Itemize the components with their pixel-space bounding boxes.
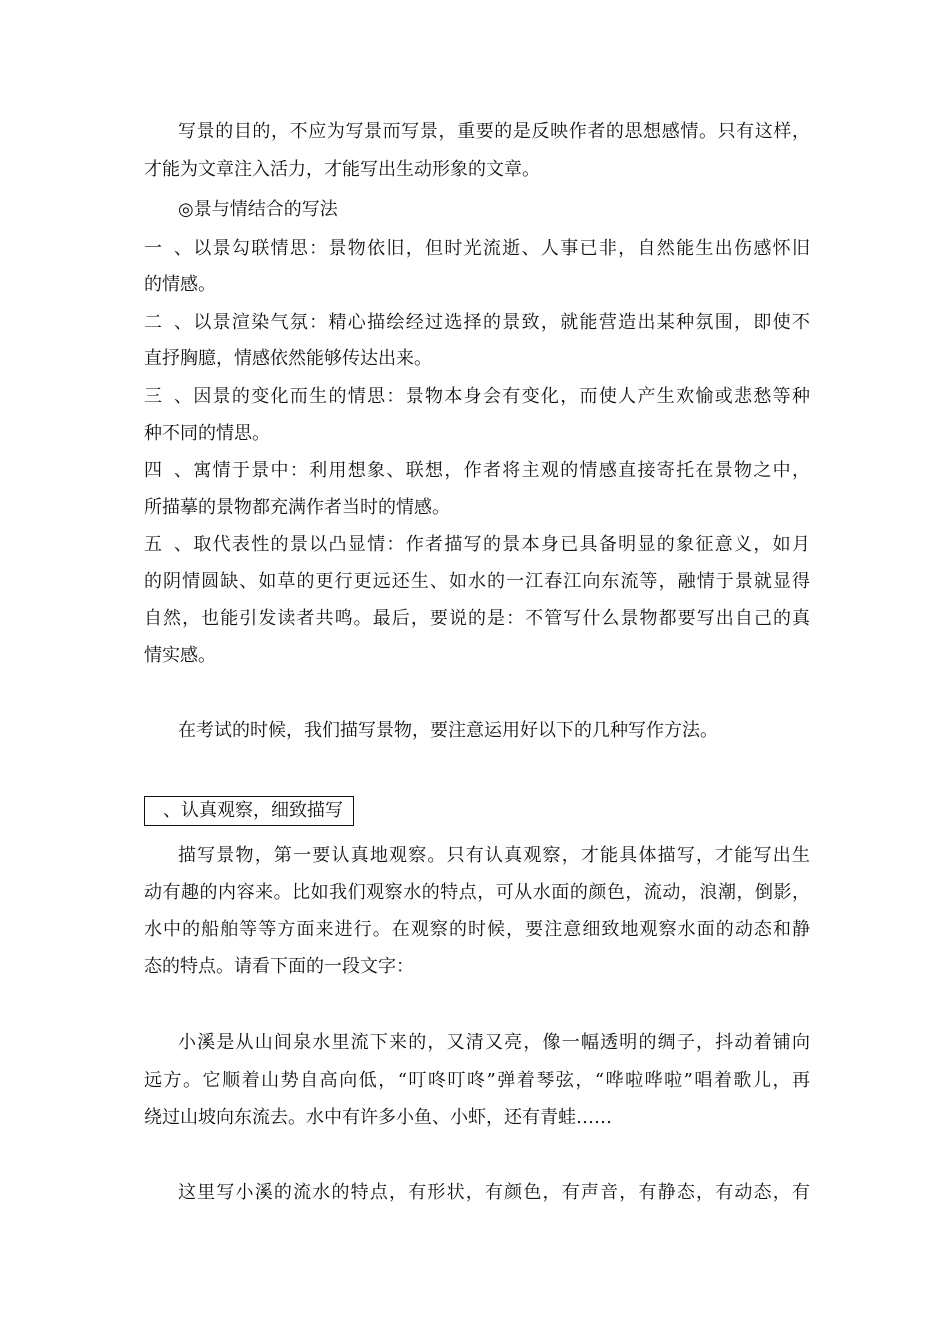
method-3-line-2: 种不同的情思。 — [144, 423, 270, 444]
method-1-number: 一、 — [144, 238, 192, 259]
method-5-line-4: 情实感。 — [144, 645, 216, 666]
method-3-number: 三、 — [144, 386, 192, 407]
method-5-number: 五、 — [144, 534, 192, 555]
observe-line-1: 描写景物，第一要认真地观察。只有认真观察，才能具体描写，才能写出生 — [178, 845, 810, 866]
method-3-text: 因景的变化而生的情思：景物本身会有变化，而使人产生欢愉或悲愁等种 — [192, 386, 810, 407]
example-line-2: 远方。它顺着山势自高向低，“叮咚叮咚”弹着琴弦，“哗啦哗啦”唱着歌儿，再 — [144, 1070, 810, 1091]
observe-line-4: 态的特点。请看下面的一段文字： — [144, 956, 414, 977]
method-2-number: 二、 — [144, 312, 192, 333]
method-2-text: 以景渲染气氛：精心描绘经过选择的景致，就能营造出某种氛围，即使不 — [192, 312, 810, 333]
method-2-line-2: 直抒胸臆，情感依然能够传达出来。 — [144, 348, 432, 369]
method-4-line-1 — [144, 458, 810, 484]
method-4-line-2: 所描摹的景物都充满作者当时的情感。 — [144, 497, 450, 518]
method-4-number: 四、 — [144, 460, 192, 481]
exam-note: 在考试的时候，我们描写景物，要注意运用好以下的几种写作方法。 — [178, 720, 718, 741]
method-1-line-1 — [144, 236, 810, 262]
method-4-text: 寓情于景中：利用想象、联想，作者将主观的情感直接寄托在景物之中， — [192, 460, 810, 481]
method-5-line-3: 自然，也能引发读者共鸣。最后，要说的是：不管写什么景物都要写出自己的真 — [144, 608, 810, 629]
intro-line-1: 写景的目的，不应为写景而写景，重要的是反映作者的思想感情。只有这样， — [178, 121, 810, 142]
observe-line-2: 动有趣的内容来。比如我们观察水的特点，可从水面的颜色，流动，浪潮，倒影， — [144, 882, 810, 903]
method-1-text: 以景勾联情思：景物依旧，但时光流逝、人事已非，自然能生出伤感怀旧 — [192, 238, 810, 259]
analysis-line-1: 这里写小溪的流水的特点，有形状，有颜色，有声音，有静态，有动态，有 — [178, 1182, 810, 1203]
section-heading: ◎景与情结合的写法 — [178, 199, 338, 220]
method-5-text: 取代表性的景以凸显情：作者描写的景本身已具备明显的象征意义，如月 — [192, 534, 810, 555]
boxed-heading: 、认真观察，细致描写 — [144, 796, 354, 826]
observe-line-3: 水中的船舶等等方面来进行。在观察的时候，要注意细致地观察水面的动态和静 — [144, 919, 810, 940]
method-5-line-1 — [144, 532, 810, 558]
method-2-line-1 — [144, 310, 810, 336]
example-line-1: 小溪是从山间泉水里流下来的，又清又亮，像一幅透明的绸子，抖动着铺向 — [178, 1032, 810, 1053]
intro-line-2: 才能为文章注入活力，才能写出生动形象的文章。 — [144, 159, 540, 180]
example-line-3: 绕过山坡向东流去。水中有许多小鱼、小虾，还有青蛙…… — [144, 1107, 612, 1128]
method-5-line-2: 的阴情圆缺、如草的更行更远还生、如水的一江春江向东流等，融情于景就显得 — [144, 571, 810, 592]
method-3-line-1 — [144, 384, 810, 410]
method-1-line-2: 的情感。 — [144, 274, 216, 295]
